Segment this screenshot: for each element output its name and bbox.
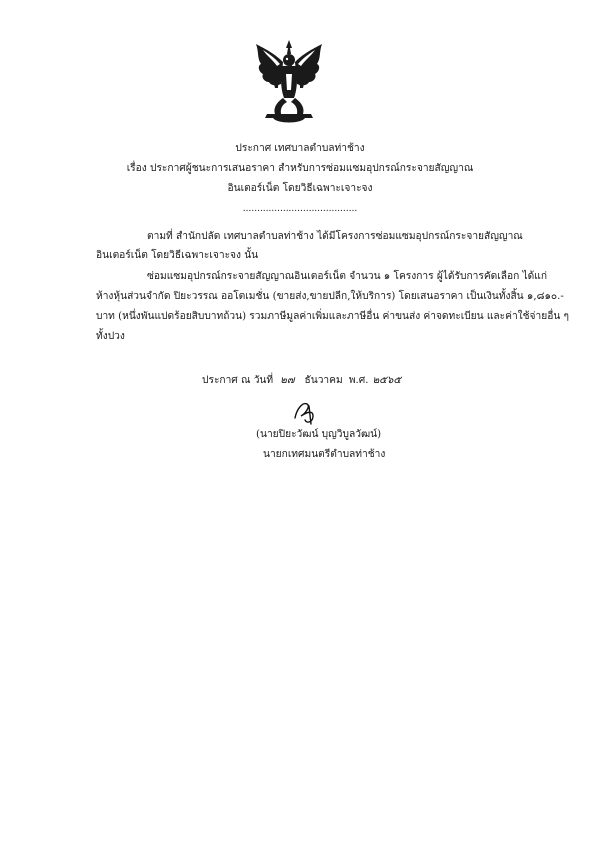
paragraph-1-line-1: ตามที่ สำนักปลัด เทศบาลตำบลท่าช้าง ได้มีโครงการซ่อมแซมอุปกรณ์กระจายสัญญาณ (147, 231, 523, 242)
date-month: ธันวาคม (304, 375, 343, 386)
garuda-emblem-icon (253, 38, 325, 126)
signatory-name: (นายปิยะวัฒน์ บุญวิบูลวัฒน์) (256, 429, 382, 440)
date-year-label: พ.ศ. (348, 375, 369, 386)
handwritten-signature (289, 400, 323, 426)
paragraph-1-line-2: อินเตอร์เน็ต โดยวิธีเฉพาะเจาะจง นั้น (96, 250, 259, 261)
separator-dots: ........................................ (242, 204, 358, 214)
paragraph-2-line-3: บาท (หนึ่งพันแปดร้อยสิบบาทถ้วน) รวมภาษีมูลค่าเพิ่มและภาษีอื่น ค่าขนส่ง ค่าจดทะเบียน และค่าใช้จ่ายอื่น ๆ (96, 311, 570, 322)
date-day: ๒๗ (280, 375, 295, 386)
subject-line-1: เรื่อง ประกาศผู้ชนะการเสนอราคา สำหรับการซ่อมแซมอุปกรณ์กระจายสัญญาณ (126, 163, 474, 174)
signatory-position: นายกเทศมนตรีตำบลท่าช้าง (263, 449, 386, 460)
date-line (202, 374, 402, 388)
date-year: ๒๕๖๕ (372, 375, 402, 386)
paragraph-2-line-1: ซ่อมแซมอุปกรณ์กระจายสัญญาณอินเตอร์เน็ต จำนวน ๑ โครงการ ผู้ได้รับการคัดเลือก ได้แก่ (147, 271, 547, 282)
subject-line-2: อินเตอร์เน็ต โดยวิธีเฉพาะเจาะจง (227, 183, 373, 194)
paragraph-2-line-2: ห้างหุ้นส่วนจำกัด ปิยะวรรณ ออโตเมชั่น (ขายส่ง,ขายปลีก,ให้บริการ) โดยเสนอราคา เป็นเงินทั้งสิ้น ๑,๘๑๐.- (96, 291, 564, 302)
date-prefix: ประกาศ ณ วันที่ (202, 375, 274, 386)
paragraph-2-line-4: ทั้งปวง (96, 331, 125, 342)
announcement-title: ประกาศ เทศบาลตำบลท่าช้าง (235, 143, 365, 154)
